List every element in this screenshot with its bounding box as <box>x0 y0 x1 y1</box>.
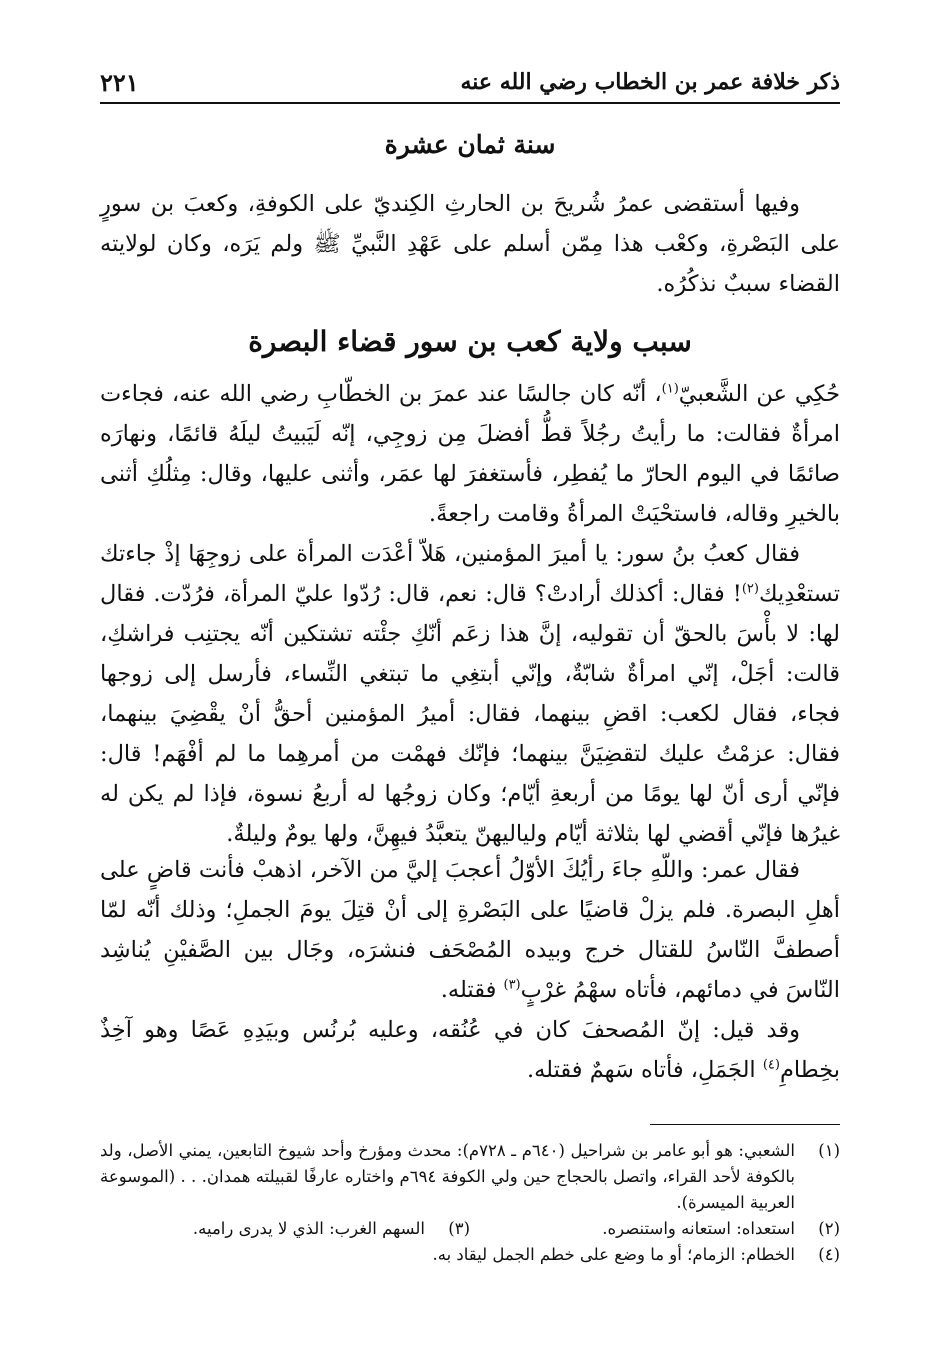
paragraph-text: فقتله. <box>440 977 504 1003</box>
section-heading-year: سنة ثمان عشرة <box>384 130 556 159</box>
footnote-4 <box>100 1242 840 1268</box>
footnote-text: استعداه: استعانه واستنصره. <box>602 1219 795 1238</box>
footnote-number: (٣) <box>448 1219 470 1238</box>
footnote-ref-4[interactable]: (٤) <box>762 1057 780 1073</box>
footnotes <box>100 1138 840 1268</box>
paragraph-1 <box>100 374 840 534</box>
footnote-number: (٤) <box>818 1245 840 1264</box>
footnote-text: السهم الغرب: الذي لا يدرى راميه. <box>192 1219 425 1238</box>
footnote-ref-1[interactable]: (١) <box>661 381 679 397</box>
footnote-ref-3[interactable]: (٣) <box>503 977 521 993</box>
footnote-1 <box>100 1138 840 1216</box>
paragraph-intro: وفيها أستقضى عمرُ شُريحَ بن الحارثِ الكِنديّ على الكوفةِ، وكعبَ بن سورٍ على البَصْرةِ، وكعْب هذا مِمّن أسلم على عَهْدِ النَّبيِّ ﷺ ولم يَرَه، وكان لولايته القضاء سببٌ نذكُرُه. <box>100 191 840 297</box>
footnote-separator <box>650 1124 840 1125</box>
paragraph-text: وقد قيل: إنّ المُصحفَ كان في عُنُقه، وعليه بُرنُس وبيَدِهِ عَصًا وهو آخِذٌ بخِطامِ <box>100 1017 840 1083</box>
page-number: ٢٢١ <box>100 67 139 97</box>
footnote-3 <box>100 1216 470 1242</box>
paragraph-text: الجَمَلِ، فأتاه سَهمٌ فقتله. <box>526 1057 763 1083</box>
footnote-text: الشعبي: هو أبو عامر بن شراحيل (٦٤٠م ـ ٧٢٨م): محدث ومؤرخ وأحد شيوخ التابعين، يمني الأصل، ولد بالكوفة لأحد القراء، واتصل بالحجاج حين ولي الكوفة ٦٩٤م واختاره عارفًا لقبيلته همدان. . . (الموسوعة العربية الميسرة). <box>100 1141 796 1212</box>
paragraph-text: حُكِي عن الشَّعبيّ <box>678 381 840 407</box>
footnote-number: (١) <box>818 1141 840 1160</box>
paragraph-3 <box>100 850 840 1010</box>
footnote-number: (٢) <box>818 1219 840 1238</box>
footnote-ref-2[interactable]: (٢) <box>741 581 759 597</box>
paragraph-2 <box>100 534 840 854</box>
paragraph-4 <box>100 1010 840 1090</box>
running-title: ذكر خلافة عمر بن الخطاب رضي الله عنه <box>460 69 840 95</box>
paragraph-text: ! فقال: أكذلك أرادتْ؟ قال: نعم، قال: رُدّوا عليّ المرأة، فرُدّت. فقال لها: لا بأْسَ بالحقّ أن تقوليه، إنَّ هذا زعَم أنّكِ جئْته تشتكين أنّه يجتنِب فراشكِ، قالت: أجَلْ، إنّي امرأةٌ شابّةٌ، وإنّي أبتغِي ما تبتغي النِّساء، فأرسل إلى زوجها فجاء، فقال لكعب: اقضِ بينهما، فقال: أميرُ المؤمنين أحقُّ أنْ يقْضِيَ بينهما، فقال: عزمْتُ عليك لتقضِيَنَّ بينهما؛ فإنّك فهمْت من أمرهِما ما لم أفْهَم! قال: فإنّي أرى أنّ لها يومًا من أربعةِ أيّام؛ وكان زوجُها له أربعُ نسوة، فإذا لم يكن له غيرُها فإنّي أقضي لها بثلاثة أيّام ولياليهنّ يتعبَّدُ فيهِنَّ، ولها يومٌ وليلةٌ. <box>100 581 840 847</box>
footnote-2 <box>470 1216 840 1242</box>
footnote-row <box>100 1216 840 1242</box>
paragraph-text: فقال كعبُ بنُ سور: يا أميرَ المؤمنين، هَلاّ أعْدَت المرأة على زوجِهَا إذْ جاءتك تستعْدِيك <box>100 541 840 607</box>
footnote-text: الخطام: الزمام؛ أو ما وضع على خطم الجمل ليقاد به. <box>432 1245 795 1264</box>
paragraph-text: فقال عمر: واللّهِ جاءَ رأيُكَ الأوّلُ أعجبَ إليَّ من الآخر، اذهبْ فأنت قاضٍ على أهلِ البصرة. فلم يزلْ قاضيًا على البَصْرةِ إلى أنْ قتِلَ يومَ الجملِ؛ وذلك أنّه لمّا أصطفَّ النّاسُ للقتال خرج وبيده المُصْحَف فنشرَه، وجَال بين الصَّفيْنِ يُناشِد النّاسَ في دمائهم، فأتاه سهْمُ غرْبٍ <box>100 857 840 1003</box>
page-header <box>100 62 840 104</box>
section-heading-cause: سبب ولاية كعب بن سور قضاء البصرة <box>248 325 692 358</box>
paragraph-text: ، أنّه كان جالسًا عند عمرَ بن الخطّابِ رضي الله عنه، فجاءت امرأةٌ فقالت: ما رأيتُ رجُلاً قطُّ أفضلَ مِن زوجِي، إنّه لَيَبيتُ ليلَهُ قائمًا، ونهارَه صائمًا في اليوم الحارّ ما يُفطِر، فأستغفرَ لها عمَر، وأثنى عليها، وقال: مِثلُكِ أثنى بالخيرِ وقاله، فاستحْيَتْ المرأةُ وقامت راجعةً. <box>100 381 840 527</box>
